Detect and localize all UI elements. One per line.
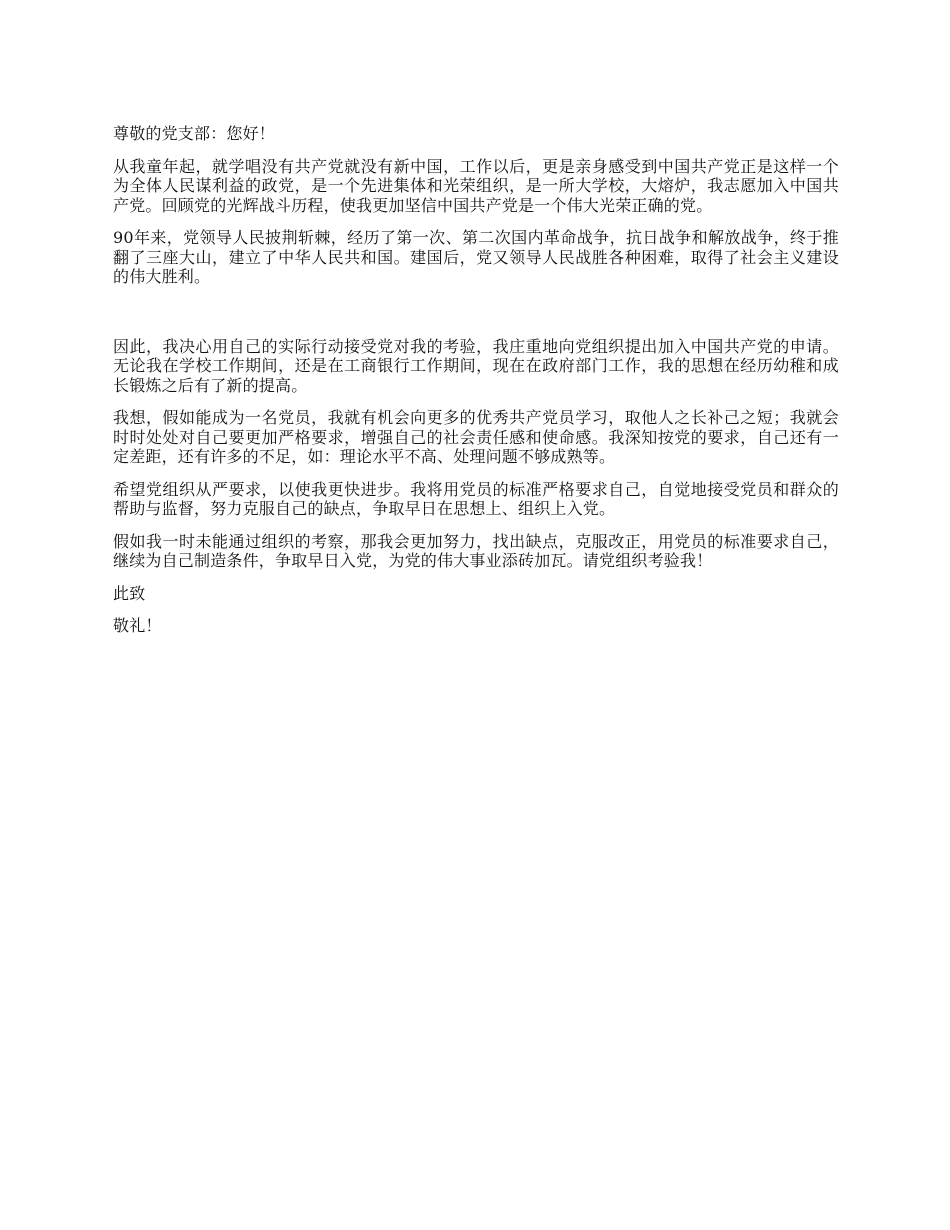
paragraph-application: 因此，我决心用自己的实际行动接受党对我的考验，我庄重地向党组织提出加入中国共产党的申请。无论我在学校工作期间，还是在工商银行工作期间，现在在政府部门工作，我的思想在经历幼稚和成长锻炼之后有了新的提高。 [113,336,839,395]
salutation: 尊敬的党支部：您好！ [113,124,276,143]
paragraph-childhood: 从我童年起，就学唱没有共产党就没有新中国，工作以后，更是亲身感受到中国共产党正是这样一个为全体人民谋利益的政党，是一个先进集体和光荣组织，是一所大学校，大熔炉，我志愿加入中国共产党。回顾党的光辉战斗历程，使我更加坚信中国共产党是一个伟大光荣正确的党。 [113,156,839,215]
paragraph-aspiration: 我想，假如能成为一名党员，我就有机会向更多的优秀共产党员学习，取他人之长补己之短；我就会时时处处对自己要更加严格要求，增强自己的社会责任感和使命感。我深知按党的要求，自己还有一定差距，还有许多的不足，如：理论水平不高、处理问题不够成熟等。 [113,408,839,466]
letter-body [113,124,839,636]
paragraph-commitment: 假如我一时未能通过组织的考察，那我会更加努力，找出缺点，克服改正，用党员的标准要求自己，继续为自己制造条件，争取早日入党，为党的伟大事业添砖加瓦。请党组织考验我！ [113,531,839,570]
closing-jingli: 敬礼！ [113,616,162,635]
paragraph-history: 90年来，党领导人民披荆斩棘，经历了第一次、第二次国内革命战争，抗日战争和解放战争，终于推翻了三座大山，建立了中华人民共和国。建国后，党又领导人民战胜各种困难，取得了社会主义建设的伟大胜利。 [113,228,839,286]
closing-cizhi: 此致 [113,583,146,603]
paragraph-hope: 希望党组织从严要求，以使我更快进步。我将用党员的标准严格要求自己，自觉地接受党员和群众的帮助与监督，努力克服自己的缺点，争取早日在思想上、组织上入党。 [113,479,839,518]
